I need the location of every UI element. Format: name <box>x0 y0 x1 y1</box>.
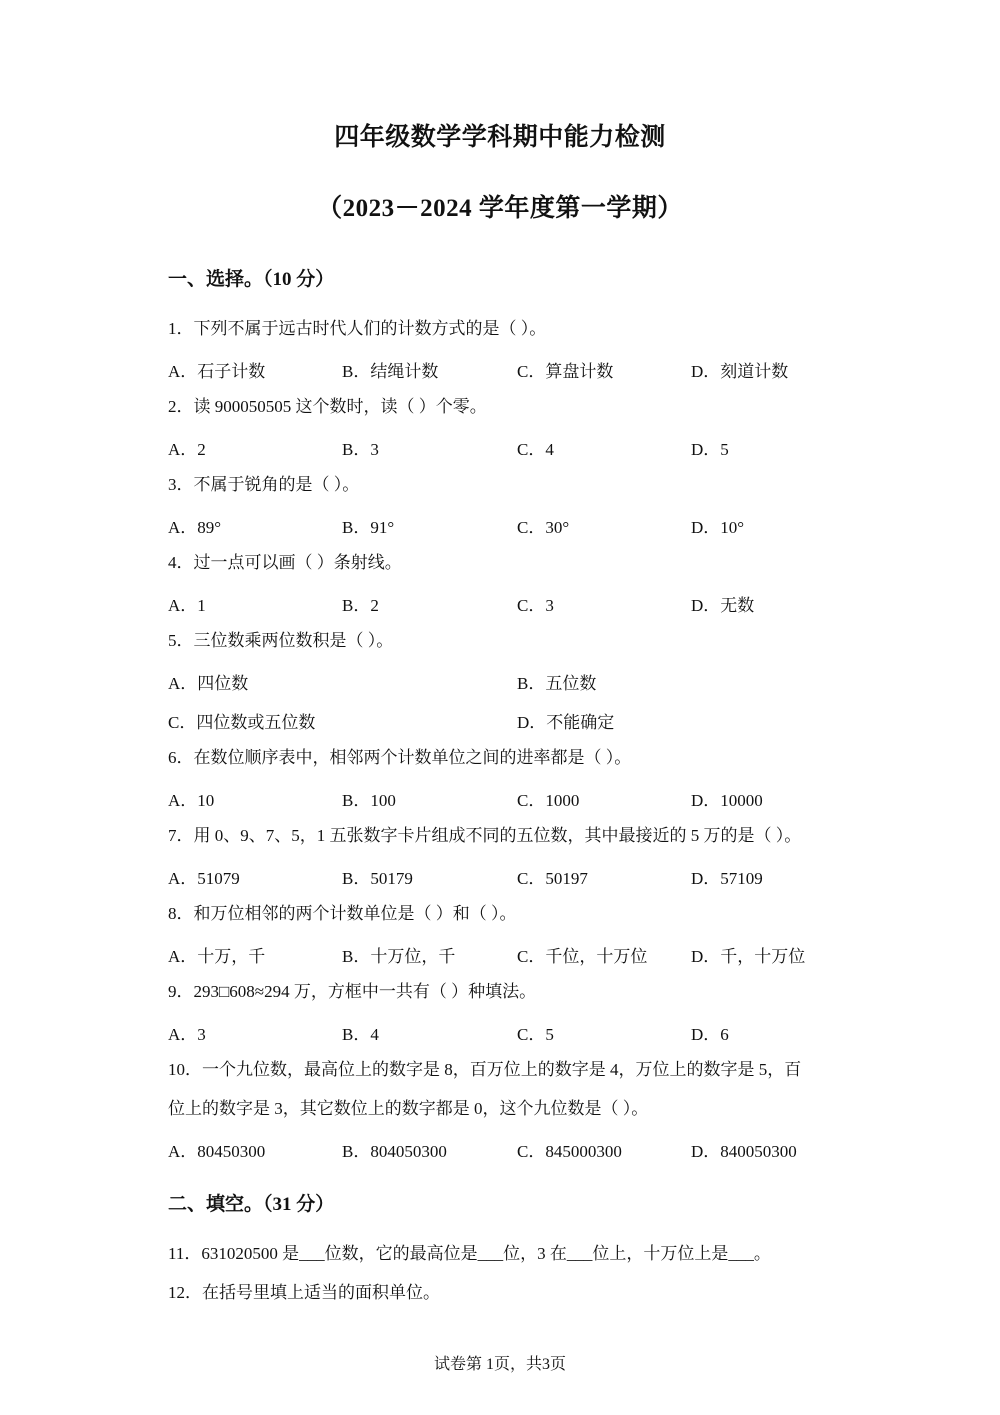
page-subtitle: （2023－2024 学年度第一学期） <box>317 195 683 222</box>
question-stem: 2．读 900050505 这个数时，读（ ）个零。 <box>168 397 487 416</box>
question-options <box>168 1020 868 1042</box>
question-stem: 7．用 0、9、7、5，1 五张数字卡片组成不同的五位数，其中最接近的 5 万的是（ ）。 <box>168 826 802 845</box>
question-options <box>168 942 868 964</box>
option-c: C．千位，十万位 <box>517 947 648 966</box>
question-stem: 4．过一点可以画（ ）条射线。 <box>168 553 402 572</box>
option-b: B．十万位，千 <box>342 947 456 966</box>
option-d: D．57109 <box>691 869 763 888</box>
option-b: B．3 <box>342 440 379 459</box>
option-a: A．四位数 <box>168 674 249 693</box>
option-a: A．80450300 <box>168 1142 266 1161</box>
option-c: C．30° <box>517 518 570 537</box>
option-c: C．3 <box>517 596 554 615</box>
option-b: B．结绳计数 <box>342 362 439 381</box>
option-a: A．51079 <box>168 869 240 888</box>
option-d: D．千，十万位 <box>691 947 806 966</box>
option-d: D．无数 <box>691 596 755 615</box>
question-options <box>168 435 868 457</box>
fill-question: 12．在括号里填上适当的面积单位。 <box>168 1283 440 1302</box>
option-c: C．50197 <box>517 869 588 888</box>
option-c: C．5 <box>517 1025 554 1044</box>
question-stem: 5．三位数乘两位数积是（ ）。 <box>168 631 394 650</box>
question-stem: 6．在数位顺序表中，相邻两个计数单位之间的进率都是（ ）。 <box>168 748 632 767</box>
question-options <box>168 708 868 730</box>
option-d: D．不能确定 <box>517 713 615 732</box>
question-stem: 1．下列不属于远古时代人们的计数方式的是（ ）。 <box>168 319 547 338</box>
option-c: C．4 <box>517 440 554 459</box>
section-heading-fill: 二、填空。（31 分） <box>168 1194 335 1215</box>
option-c: C．845000300 <box>517 1142 622 1161</box>
question-options <box>168 357 868 379</box>
option-c: C．算盘计数 <box>517 362 614 381</box>
fill-question: 11．631020500 是___位数，它的最高位是___位，3 在___位上，十万位上是___。 <box>168 1244 771 1263</box>
option-d: D．10° <box>691 518 745 537</box>
section-heading-choice: 一、选择。（10 分） <box>168 269 335 290</box>
page-title: 四年级数学学科期中能力检测 <box>334 124 666 151</box>
option-c: C．四位数或五位数 <box>168 713 316 732</box>
option-a: A．3 <box>168 1025 206 1044</box>
question-stem: 9．293□608≈294 万，方框中一共有（ ）种填法。 <box>168 982 537 1001</box>
option-b: B．2 <box>342 596 379 615</box>
option-d: D．840050300 <box>691 1142 797 1161</box>
option-b: B．804050300 <box>342 1142 447 1161</box>
option-b: B．4 <box>342 1025 379 1044</box>
option-a: A．10 <box>168 791 215 810</box>
option-d: D．刻道计数 <box>691 362 789 381</box>
question-options <box>168 786 868 808</box>
option-a: A．1 <box>168 596 206 615</box>
option-a: A．2 <box>168 440 206 459</box>
option-a: A．89° <box>168 518 222 537</box>
option-a: A．十万，千 <box>168 947 266 966</box>
question-options <box>168 1137 868 1159</box>
question-stem: 3．不属于锐角的是（ ）。 <box>168 475 360 494</box>
option-b: B．50179 <box>342 869 413 888</box>
page-footer: 试卷第 1页，共3页 <box>433 1356 566 1373</box>
option-b: B．五位数 <box>517 674 597 693</box>
option-c: C．1000 <box>517 791 580 810</box>
question-options <box>168 591 868 613</box>
option-d: D．5 <box>691 440 729 459</box>
question-options <box>168 669 868 691</box>
option-b: B．100 <box>342 791 396 810</box>
option-d: D．6 <box>691 1025 729 1044</box>
option-b: B．91° <box>342 518 395 537</box>
option-a: A．石子计数 <box>168 362 266 381</box>
option-d: D．10000 <box>691 791 763 810</box>
question-stem-continued: 位上的数字是 3，其它数位上的数字都是 0，这个九位数是（ ）。 <box>168 1099 649 1118</box>
question-stem: 8．和万位相邻的两个计数单位是（ ）和（ ）。 <box>168 904 517 923</box>
question-options <box>168 864 868 886</box>
question-stem: 10．一个九位数，最高位上的数字是 8，百万位上的数字是 4，万位上的数字是 5，百 <box>168 1060 802 1079</box>
question-options <box>168 513 868 535</box>
